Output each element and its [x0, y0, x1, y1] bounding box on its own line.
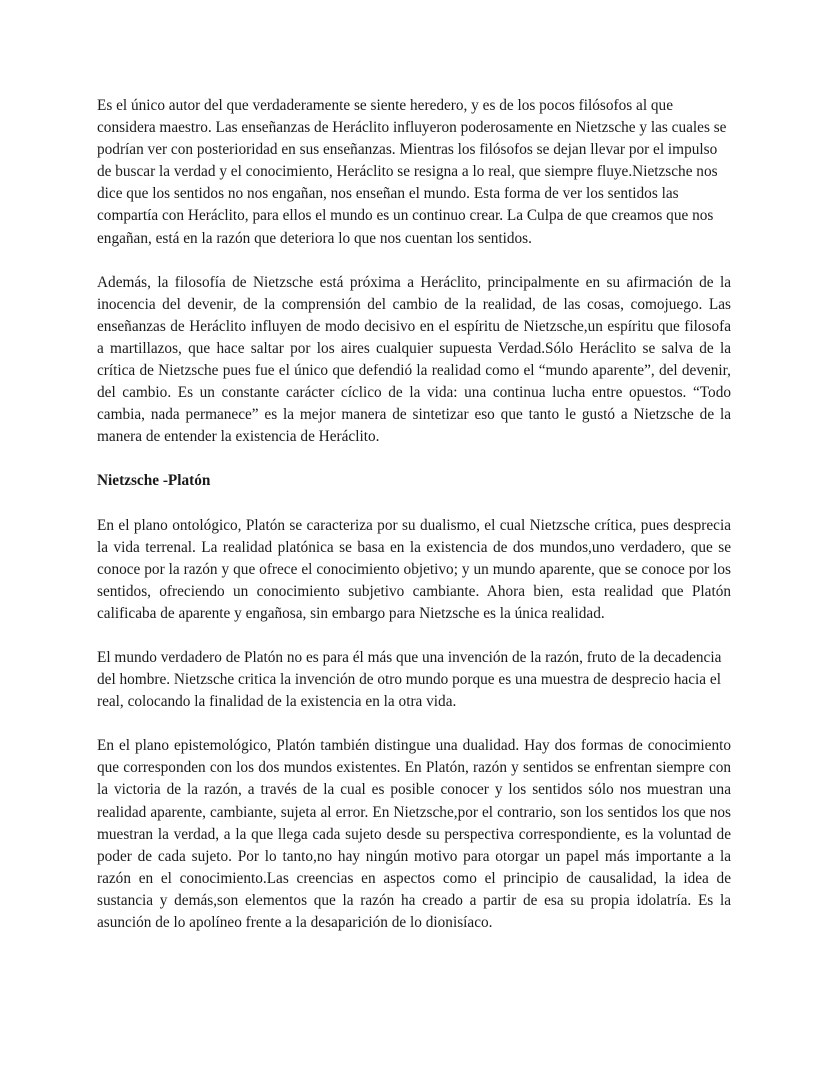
document-page	[97, 95, 731, 956]
paragraph-epistemological-plane: En el plano epistemológico, Platón también distingue una dualidad. Hay dos formas de conocimiento que corresponden con los dos mundos existentes. En Platón, razón y sentidos se enfrentan siempre con la victoria de la razón, a través de la cual es posible conocer y los sentidos sólo nos muestran una realidad aparente, cambiante, sujeta al error. En Nietzsche,por el contrario, son los sentidos los que nos muestran la verdad, a la que llega cada sujeto desde su perspectiva correspondiente, es la voluntad de poder de cada sujeto. Por lo tanto,no hay ningún motivo para otorgar un papel más importante a la razón en el conocimiento.Las creencias en aspectos como el principio de causalidad, la idea de sustancia y demás,son elementos que la razón ha creado a partir de esa su propia idolatría. Es la asunción de lo apolíneo frente a la desaparición de lo dionisíaco.	[97, 737, 731, 931]
paragraph-heraclito-becoming: Además, la filosofía de Nietzsche está próxima a Heráclito, principalmente en su afirmación de la inocencia del devenir, de la comprensión del cambio de la realidad, de las cosas, comojuego. Las enseñanzas de Heráclito influyen de modo decisivo en el espíritu de Nietzsche,un espíritu que filosofa a martillazos, que hace saltar por los aires cualquier supuesta Verdad.Sólo Heráclito se salva de la crítica de Nietzsche pues fue el único que defendió la realidad como el “mundo aparente”, del devenir, del cambio. Es un constante carácter cíclico de la vida: una continua lucha entre opuestos. “Todo cambia, nada permanece” es la mejor manera de sintetizar eso que tanto le gustó a Nietzsche de la manera de entender la existencia de Heráclito.	[97, 273, 731, 446]
paragraph-ontological-plane: En el plano ontológico, Platón se caracteriza por su dualismo, el cual Nietzsche crítica, pues desprecia la vida terrenal. La realidad platónica se basa en la existencia de dos mundos,uno verdadero, que se conoce por la razón y que ofrece el conocimiento objetivo; y un mundo aparente, que se conoce por los sentidos, ofreciendo un conocimiento subjetivo cambiante. Ahora bien, esta realidad que Platón calificaba de aparente y engañosa, sin embargo para Nietzsche es la única realidad.	[97, 516, 731, 622]
section-heading: Nietzsche -Platón	[97, 472, 211, 490]
paragraph-heraclito-heir: Es el único autor del que verdaderamente se siente heredero, y es de los pocos filósofos al que considera maestro. Las enseñanzas de Heráclito influyeron poderosamente en Nietzsche y las cuales se podrían ver con posterioridad en sus enseñanzas. Mientras los filósofos se dejan llevar por el impulso de buscar la verdad y el conocimiento, Heráclito se resigna a lo real, que siempre fluye.Nietzsche nos dice que los sentidos no nos engañan, nos enseñan el mundo. Esta forma de ver los sentidos las compartía con Heráclito, para ellos el mundo es un continuo crear. La Culpa de que creamos que nos engañan, está en la razón que deteriora lo que nos cuentan los sentidos.	[97, 97, 727, 247]
paragraph-true-world: El mundo verdadero de Platón no es para él más que una invención de la razón, fruto de la decadencia del hombre. Nietzsche critica la invención de otro mundo porque es una muestra de desprecio hacia el real, colocando la finalidad de la existencia en la otra vida.	[97, 648, 722, 711]
